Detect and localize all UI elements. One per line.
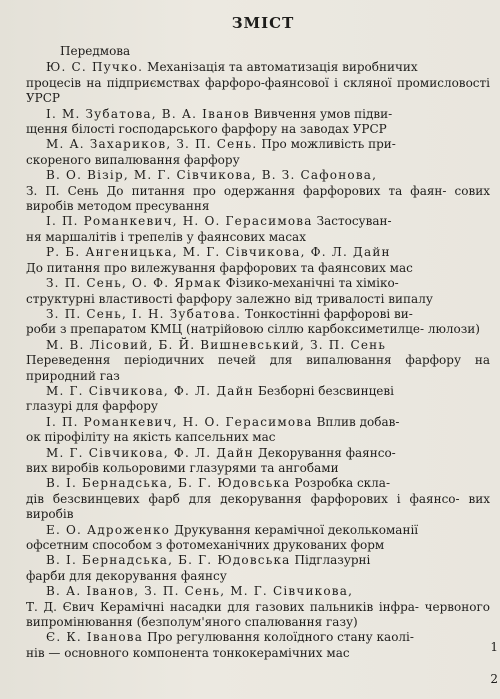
toc-entry-title-start: Безборні безсвинцеві <box>258 383 395 398</box>
toc-entry-authors: І. П. Романкевич, Н. О. Герасимова <box>46 414 313 429</box>
toc-entry-title-start: Вплив добав- <box>316 414 400 429</box>
toc-entry-first-line <box>26 168 490 183</box>
toc-entry <box>26 415 490 446</box>
toc-entry-title-rest: Т. Д. Євич Керамічні насадки для газових пальників інфра- червоного випромінювання (безполум'яного спалювання газу) <box>26 599 490 630</box>
toc-entry <box>26 245 490 276</box>
toc-entry-first-line <box>26 630 490 645</box>
toc-entry-first-line <box>26 476 490 491</box>
toc-entry <box>26 384 490 415</box>
toc-entry-title-start: Застосуван- <box>316 214 392 229</box>
toc-entry-title-rest: офсетним способом з фотомеханічних друкованих форм <box>26 538 385 552</box>
toc-entry-title-start: Тонкостінні фарфорові ви- <box>245 306 413 321</box>
toc-entry-first-line <box>26 338 490 353</box>
toc-entry-authors: І. П. Романкевич, Н. О. Герасимова <box>46 214 313 229</box>
toc-entry <box>26 523 490 554</box>
toc-entry <box>26 476 490 522</box>
toc-entry-first-line <box>26 553 490 568</box>
toc-entry-authors: В. І. Бернадська, Б. Г. Юдовська <box>46 553 291 568</box>
toc-entry-title-rest: ок пірофіліту на якість капсельних мас <box>26 430 276 445</box>
toc-entry-first-line <box>26 60 490 75</box>
page-title: ЗМІСТ <box>231 14 295 32</box>
toc-entry-title-rest: вих виробів кольоровими глазурями та ангобами <box>26 460 339 475</box>
toc-entry-title-rest: процесів на підприємствах фарфоро-фаянсової і скляної промисловості УРСР <box>26 75 490 106</box>
toc-entry-first-line <box>26 245 490 260</box>
toc-entry <box>26 446 490 477</box>
toc-entry-first-line <box>26 584 490 599</box>
toc-entry <box>26 60 490 106</box>
toc-entry-first-line <box>26 276 490 291</box>
toc-entry-title-rest: фарби для декорування фаянсу <box>26 568 227 583</box>
toc-entry-authors: В. А. Іванов, З. П. Сень, М. Г. Сівчикова, <box>46 584 354 599</box>
toc-entry <box>26 630 490 661</box>
toc-entry-authors: М. Г. Сівчикова, Ф. Л. Дайн <box>46 383 254 398</box>
toc-entry-title-rest: Переведення періодичних печей для випалювання фарфору на природний газ <box>26 353 490 383</box>
toc-entry-first-line <box>26 446 490 461</box>
toc-entry-first-line <box>26 214 490 229</box>
toc-entry-authors: Є. К. Іванова <box>46 630 144 645</box>
toc-entry-authors: З. П. Сень, І. Н. Зубатова. <box>46 306 242 321</box>
toc-preface: Передмова <box>60 44 131 58</box>
toc-entry-title-rest: роби з препаратом КМЦ (натрійовою сіллю карбоксиметилце- люлози) <box>26 322 480 337</box>
toc-entry-authors: М. В. Лісовий, Б. Й. Вишневський, З. П. Сень <box>46 337 387 352</box>
toc-entry-title-rest: дів безсвинцевих фарб для декорування фарфорових і фаянсо- вих виробів <box>26 491 490 522</box>
toc-entry-authors: М. А. Захариков, З. П. Сень. <box>46 137 258 152</box>
toc-entry-authors: В. О. Візір, М. Г. Сівчикова, В. З. Сафонова, <box>46 168 378 183</box>
toc-entry-first-line <box>26 137 490 152</box>
toc-entry-authors: Е. О. Адроженко <box>46 522 171 537</box>
toc-entry <box>26 307 490 338</box>
toc-entry-title-rest: З. П. Сень До питання про одержання фарфорових та фаян- сових виробів методом пресування <box>26 183 490 214</box>
toc-entry-authors: З. П. Сень, О. Ф. Ярмак <box>46 276 222 291</box>
toc-entry-title-start: Фізико-механічні та хіміко- <box>225 276 399 291</box>
toc-entry-authors: М. Г. Сівчикова, Ф. Л. Дайн <box>46 445 254 460</box>
toc-entry-title-start: Друкування керамічної деколькоманії <box>174 522 419 537</box>
toc-entries <box>26 60 490 661</box>
toc-entry <box>26 107 490 138</box>
toc-entry-first-line <box>26 107 490 122</box>
toc-entry-title-start: Підглазурні <box>294 553 371 568</box>
toc-entry-title-rest: структурні властивості фарфору залежно від тривалості випалу <box>26 291 433 306</box>
toc-entry-title-rest: скореного випалювання фарфору <box>26 152 240 167</box>
toc-entry-first-line <box>26 307 490 322</box>
toc-entry <box>26 553 490 584</box>
toc-entry-first-line <box>26 415 490 430</box>
page-number: 1 <box>490 640 498 654</box>
toc-entry <box>26 584 490 630</box>
toc-entry-title-rest: До питання про вилежування фарфорових та фаянсових мас <box>26 260 413 275</box>
toc-entry-title-start: Про регулювання колоїдного стану каолі- <box>147 630 414 645</box>
toc-entry-authors: І. М. Зубатова, В. А. Іванов <box>46 106 250 121</box>
toc-entry <box>26 214 490 245</box>
toc-entry <box>26 137 490 168</box>
toc-entry-title-start: Розробка скла- <box>294 476 391 491</box>
toc-entry-authors: Р. Б. Ангеницька, М. Г. Сівчикова, Ф. Л. Дайн <box>46 245 391 260</box>
toc-entry <box>26 338 490 384</box>
toc-entry-title-start: Вивчення умов підви- <box>254 106 393 121</box>
toc-entry-title-rest: ня маршалітів і трепелів у фаянсових масах <box>26 229 306 244</box>
toc-entry-authors: Ю. С. Пучко. <box>46 60 144 75</box>
page-number: 2 <box>490 672 498 686</box>
toc-entry-authors: В. І. Бернадська, Б. Г. Юдовська <box>46 476 291 491</box>
toc-entry-title-rest: щення білості господарського фарфору на заводах УРСР <box>26 122 387 137</box>
toc-entry-title-start: Декорування фаянсо- <box>258 445 396 460</box>
toc-entry-title-rest: глазурі для фарфору <box>26 399 158 414</box>
toc-entry-first-line <box>26 523 490 538</box>
toc-entry <box>26 276 490 307</box>
toc-entry-first-line <box>26 384 490 399</box>
toc-entry-title-rest: нів — основного компонента тонкокерамічних мас <box>26 645 350 660</box>
toc-entry <box>26 168 490 214</box>
toc-entry-title-start: Про можливість при- <box>261 137 396 152</box>
toc-entry-title-start: Механізація та автоматизація виробничих <box>147 60 418 75</box>
